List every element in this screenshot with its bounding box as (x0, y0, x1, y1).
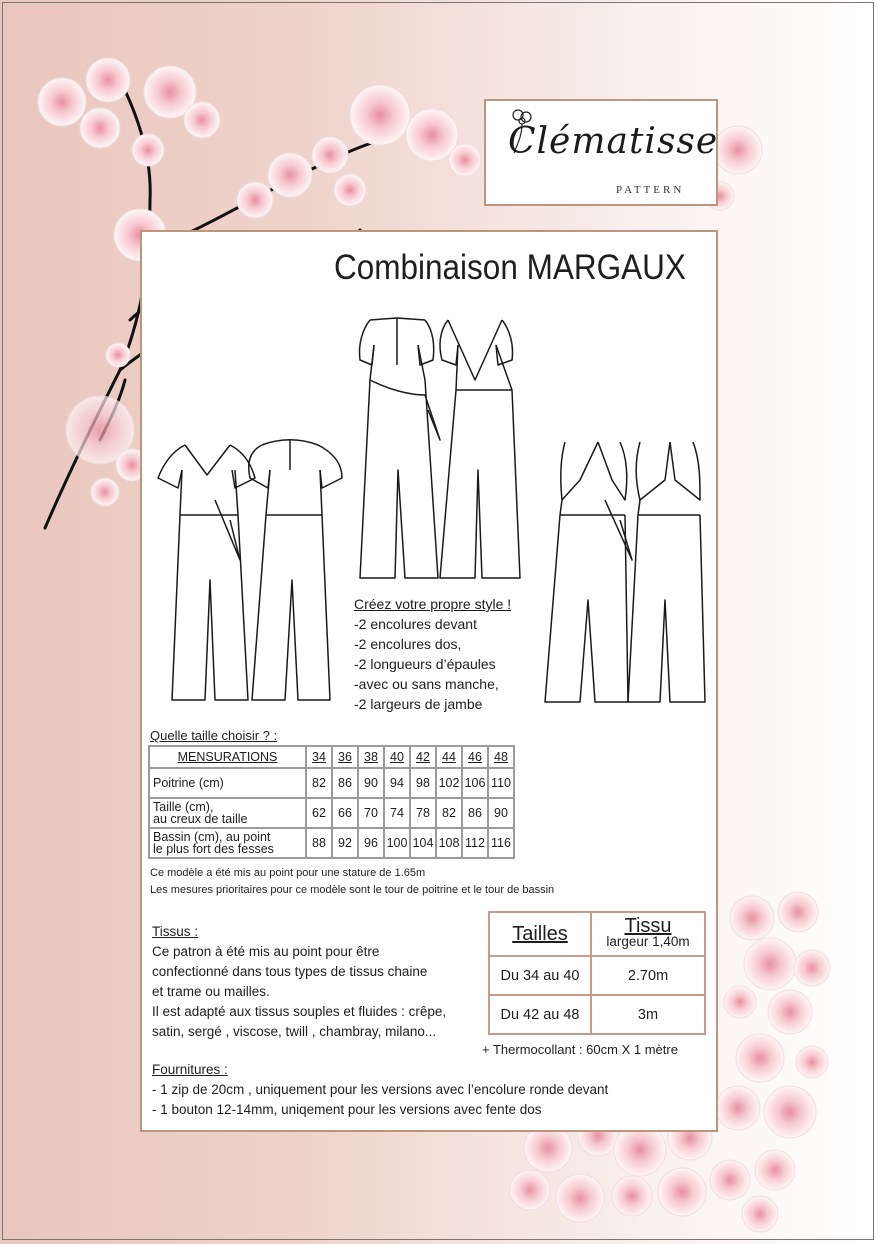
size-header-cell: 48 (488, 746, 514, 768)
brand-tagline: PATTERN (616, 184, 685, 196)
tissu-header-title: Tissu (624, 915, 672, 937)
size-header-cell: 42 (410, 746, 436, 768)
header-label: MENSURATIONS (149, 746, 306, 768)
size-header-cell: 38 (358, 746, 384, 768)
thermocollant-note: + Thermocollant : 60cm X 1 mètre (482, 1042, 678, 1057)
table-cell: 96 (358, 828, 384, 858)
table-cell: 82 (436, 798, 462, 828)
size-header-cell: 40 (384, 746, 410, 768)
size-table (148, 745, 515, 859)
jumpsuit-sleeved-front-illustration (158, 445, 255, 700)
feature-item: -2 longueurs d’épaules (354, 656, 496, 672)
stature-note: Ce modèle a été mis au point pour une stature de 1.65m (150, 867, 426, 879)
size-table-header (149, 746, 514, 768)
tissus-line: Ce patron à été mis au point pour être (152, 944, 380, 959)
tissus-line: confectionné dans tous types de tissus chaine (152, 964, 428, 979)
table-row (489, 995, 705, 1034)
jumpsuit-sleeveless-front-illustration (545, 442, 632, 702)
table-cell: 116 (488, 828, 514, 858)
table-cell: 98 (410, 768, 436, 798)
priority-note: Les mesures prioritaires pour ce modèle sont le tour de poitrine et le tour de bassin (150, 884, 555, 896)
table-cell: 82 (306, 768, 332, 798)
feature-item: -avec ou sans manche, (354, 676, 499, 692)
row-label (149, 828, 306, 858)
row-label-line: Bassin (cm), au point (153, 830, 271, 844)
jumpsuit-cap-back-illustration (440, 320, 520, 578)
jumpsuit-cap-front-illustration (359, 318, 440, 578)
row-label-line: Poitrine (cm) (153, 776, 224, 790)
tissus-line: satin, sergé , viscose, twill , chambray, milano... (152, 1024, 437, 1039)
table-cell: 78 (410, 798, 436, 828)
row-label-line: le plus fort des fesses (153, 842, 274, 856)
table-cell: 100 (384, 828, 410, 858)
tissus-line: Il est adapté aux tissus souples et fluides : crêpe, (152, 1004, 447, 1019)
fabric-table-header (489, 912, 705, 956)
tissus-heading: Tissus : (152, 924, 199, 939)
fabric-table (488, 911, 706, 1035)
row-label-line: au creux de taille (153, 812, 248, 826)
fabric-amount: 2.70m (591, 956, 705, 995)
size-header-cell: 44 (436, 746, 462, 768)
jumpsuit-sleeveless-back-illustration (628, 442, 705, 702)
fournitures-heading: Fournitures : (152, 1062, 228, 1077)
size-range: Du 42 au 48 (489, 995, 591, 1034)
features-heading: Créez votre propre style ! (354, 596, 512, 612)
tissus-line: et trame ou mailles. (152, 984, 270, 999)
size-range: Du 34 au 40 (489, 956, 591, 995)
feature-item: -2 largeurs de jambe (354, 696, 483, 712)
tailles-header: Tailles (489, 912, 591, 956)
style-features (354, 594, 511, 714)
table-cell: 70 (358, 798, 384, 828)
table-cell: 62 (306, 798, 332, 828)
table-cell: 90 (488, 798, 514, 828)
table-cell: 88 (306, 828, 332, 858)
table-cell: 74 (384, 798, 410, 828)
table-cell: 108 (436, 828, 462, 858)
table-cell: 94 (384, 768, 410, 798)
table-cell: 112 (462, 828, 488, 858)
table-cell: 86 (332, 768, 358, 798)
supplies-section (152, 1060, 608, 1120)
row-label (149, 768, 306, 798)
brand-name: Clématisse (508, 121, 719, 162)
table-cell: 110 (488, 768, 514, 798)
table-cell: 106 (462, 768, 488, 798)
tissu-header-width: largeur 1,40m (606, 934, 690, 949)
table-cell: 104 (410, 828, 436, 858)
size-header-cell: 34 (306, 746, 332, 768)
supply-item: - 1 bouton 12-14mm, uniqement pour les versions avec fente dos (152, 1102, 542, 1117)
table-cell: 102 (436, 768, 462, 798)
row-label (149, 798, 306, 828)
size-header-cell: 46 (462, 746, 488, 768)
fabric-amount: 3m (591, 995, 705, 1034)
table-row (149, 828, 514, 858)
table-cell: 66 (332, 798, 358, 828)
table-row (489, 956, 705, 995)
page-title: Combinaison MARGAUX (334, 248, 686, 287)
tissu-header (591, 912, 705, 956)
size-question: Quelle taille choisir ? : (150, 728, 278, 743)
table-cell: 86 (462, 798, 488, 828)
table-row (149, 798, 514, 828)
feature-item: -2 encolures dos, (354, 636, 462, 652)
table-cell: 90 (358, 768, 384, 798)
table-row (149, 768, 514, 798)
table-cell: 92 (332, 828, 358, 858)
size-header-cell: 36 (332, 746, 358, 768)
fabric-description (152, 922, 488, 1042)
supply-item: - 1 zip de 20cm , uniquement pour les versions avec l’encolure ronde devant (152, 1082, 609, 1097)
row-label-line: Taille (cm), (153, 800, 214, 814)
feature-item: -2 encolures devant (354, 616, 477, 632)
jumpsuit-sleeved-back-illustration (249, 440, 342, 700)
